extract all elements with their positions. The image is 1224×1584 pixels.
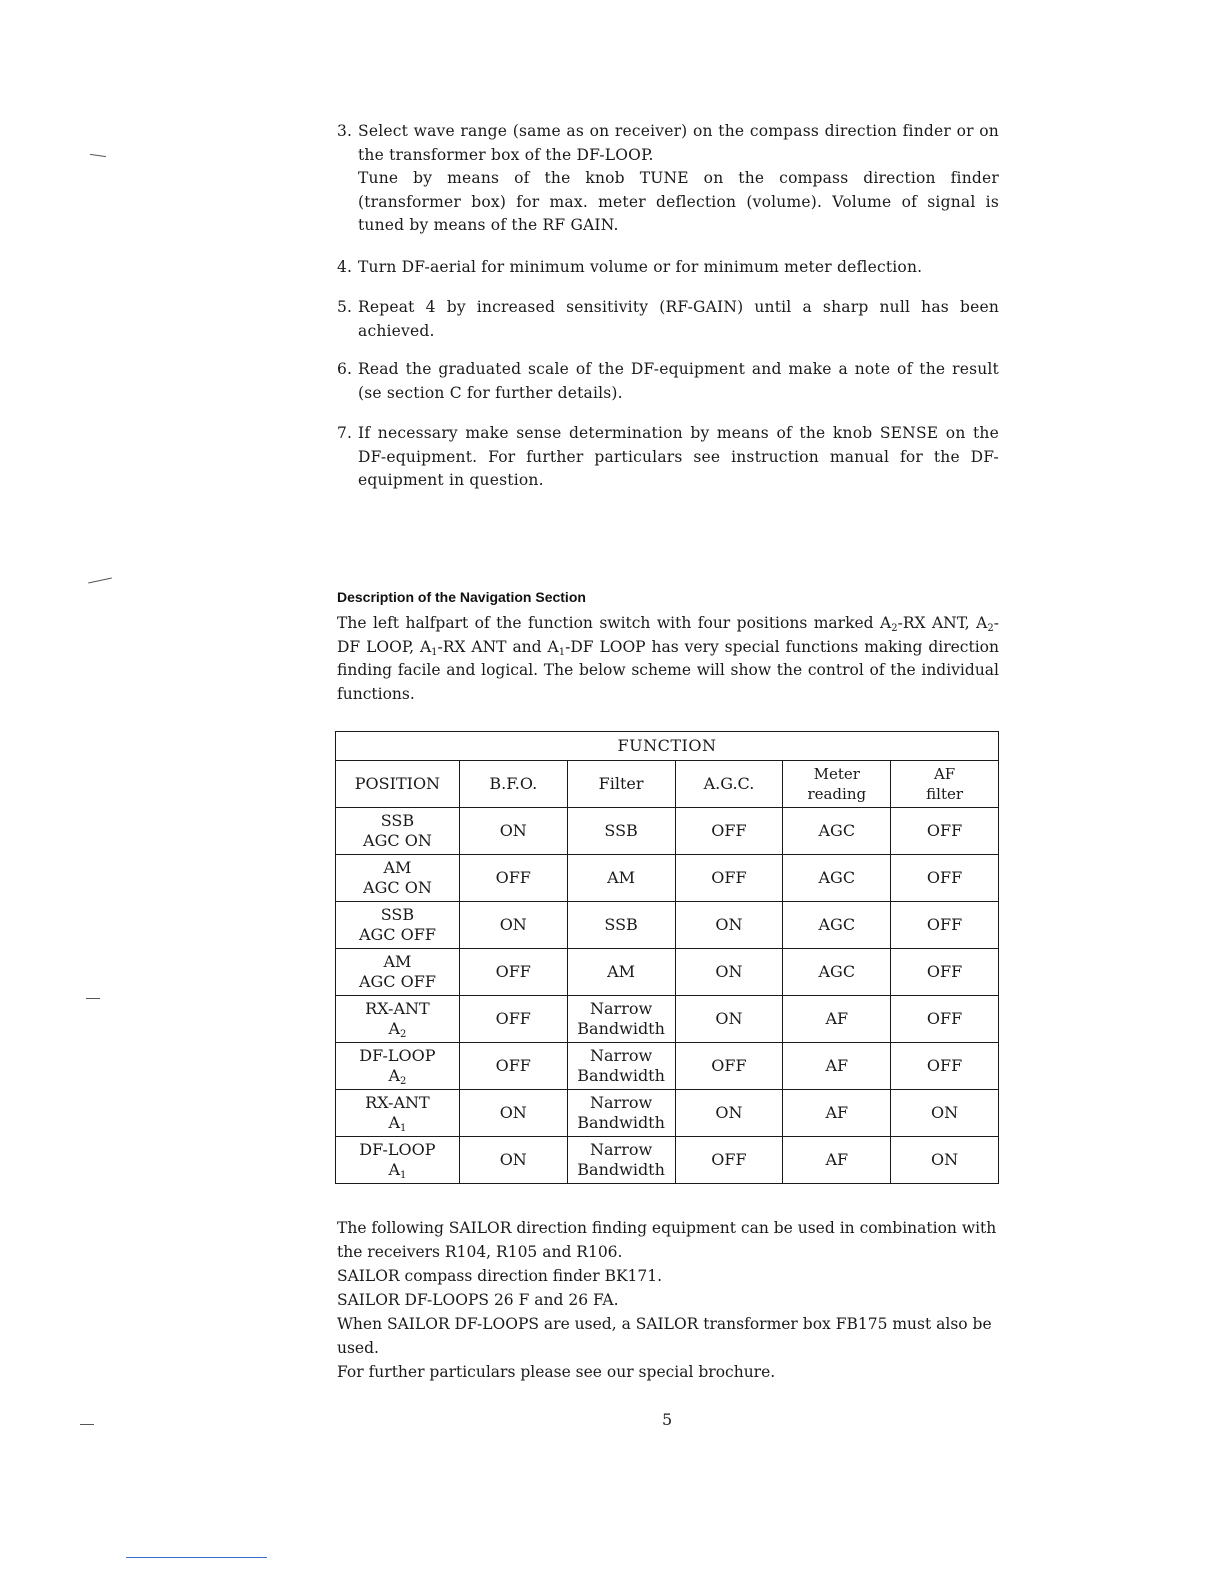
cell-agc: ON	[675, 996, 783, 1043]
step-6	[337, 358, 999, 405]
scan-mark	[80, 1424, 94, 1425]
cell-filter: Narrow Bandwidth	[567, 996, 675, 1043]
cell-bfo: OFF	[459, 949, 567, 996]
cell-agc: OFF	[675, 855, 783, 902]
section-heading: Description of the Navigation Section	[337, 589, 586, 605]
table-body	[336, 808, 999, 1184]
header-bfo: B.F.O.	[459, 761, 567, 808]
table-header-row	[336, 761, 999, 808]
table-row	[336, 808, 999, 855]
closing-line: For further particulars please see our special brochure.	[337, 1363, 776, 1381]
cell-meter-reading: AGC	[783, 902, 891, 949]
table-row	[336, 902, 999, 949]
step-5	[337, 296, 999, 343]
cell-agc: OFF	[675, 1137, 783, 1184]
closing-line: SAILOR compass direction finder BK171.	[337, 1267, 663, 1285]
step-number: 5.	[337, 298, 353, 316]
cell-filter: Narrow Bandwidth	[567, 1043, 675, 1090]
step-number: 7.	[337, 424, 353, 442]
closing-line: SAILOR DF-LOOPS 26 F and 26 FA.	[337, 1291, 619, 1309]
cell-af-filter: OFF	[891, 996, 999, 1043]
section-intro: The left halfpart of the function switch with four positions marked $A_2-RX$ ANT, $A_2-DF$ LOOP, $A_1-RX$ ANT and $A_1-DF$ LOOP has very special functions making direction finding facile and logical. The below scheme will show the control of the individual functions.	[337, 614, 999, 703]
cell-position: DF-LOOP $A_1$	[336, 1137, 460, 1184]
closing-line: When SAILOR DF-LOOPS are used, a SAILOR transformer box FB175 must also be used.	[337, 1315, 992, 1357]
cell-af-filter: OFF	[891, 902, 999, 949]
header-meter-reading: Meter reading	[783, 761, 891, 808]
step-7	[337, 422, 999, 493]
step-number: 4.	[337, 258, 353, 276]
step-text: If necessary make sense determination by means of the knob SENSE on the DF-equipment. For further particulars see instruction manual for the DF-equipment in question.	[358, 424, 999, 489]
cell-position: DF-LOOP $A_2$	[336, 1043, 460, 1090]
footer-rule	[126, 1557, 267, 1558]
cell-agc: ON	[675, 1090, 783, 1137]
table-caption: FUNCTION	[336, 732, 999, 761]
step-text: Tune by means of the knob TUNE on the compass direction finder (transformer box) for max. meter deflection (volume). Volume of signal is tuned by means of the RF GAIN.	[358, 169, 999, 234]
cell-filter: SSB	[567, 902, 675, 949]
cell-bfo: OFF	[459, 855, 567, 902]
cell-af-filter: OFF	[891, 808, 999, 855]
cell-agc: ON	[675, 902, 783, 949]
cell-filter: Narrow Bandwidth	[567, 1137, 675, 1184]
cell-bfo: OFF	[459, 996, 567, 1043]
cell-position: AM AGC ON	[336, 855, 460, 902]
table-row	[336, 949, 999, 996]
cell-bfo: ON	[459, 902, 567, 949]
cell-bfo: ON	[459, 1090, 567, 1137]
cell-filter: Narrow Bandwidth	[567, 1090, 675, 1137]
table-row	[336, 1043, 999, 1090]
cell-meter-reading: AGC	[783, 855, 891, 902]
cell-position: RX-ANT $A_1$	[336, 1090, 460, 1137]
cell-agc: OFF	[675, 808, 783, 855]
cell-af-filter: OFF	[891, 1043, 999, 1090]
table-row	[336, 1137, 999, 1184]
cell-meter-reading: AGC	[783, 808, 891, 855]
cell-af-filter: OFF	[891, 949, 999, 996]
step-number: 3.	[337, 122, 353, 140]
scan-mark	[86, 998, 100, 999]
header-position: POSITION	[336, 761, 460, 808]
cell-filter: SSB	[567, 808, 675, 855]
step-4	[337, 256, 999, 280]
step-text: Turn DF-aerial for minimum volume or for minimum meter deflection.	[358, 258, 923, 276]
closing-line: The following SAILOR direction finding equipment can be used in combination with the receivers R104, R105 and R106.	[337, 1219, 997, 1261]
closing-text	[337, 1216, 1001, 1384]
cell-position: SSB AGC ON	[336, 808, 460, 855]
header-agc: A.G.C.	[675, 761, 783, 808]
header-filter: Filter	[567, 761, 675, 808]
header-af-filter: AF filter	[891, 761, 999, 808]
cell-agc: OFF	[675, 1043, 783, 1090]
table-row	[336, 1090, 999, 1137]
cell-af-filter: ON	[891, 1137, 999, 1184]
table-row	[336, 996, 999, 1043]
page-number: 5	[662, 1410, 673, 1429]
step-text: Read the graduated scale of the DF-equipment and make a note of the result (se section C for further details).	[358, 360, 999, 402]
cell-meter-reading: AF	[783, 1043, 891, 1090]
cell-meter-reading: AGC	[783, 949, 891, 996]
cell-position: AM AGC OFF	[336, 949, 460, 996]
scan-mark	[90, 154, 106, 157]
step-number: 6.	[337, 360, 353, 378]
cell-meter-reading: AF	[783, 996, 891, 1043]
cell-position: RX-ANT $A_2$	[336, 996, 460, 1043]
step-3	[337, 120, 999, 238]
cell-af-filter: ON	[891, 1090, 999, 1137]
cell-bfo: ON	[459, 1137, 567, 1184]
scan-mark	[88, 578, 112, 584]
cell-meter-reading: AF	[783, 1137, 891, 1184]
cell-agc: ON	[675, 949, 783, 996]
cell-bfo: OFF	[459, 1043, 567, 1090]
table-row	[336, 855, 999, 902]
cell-filter: AM	[567, 855, 675, 902]
cell-bfo: ON	[459, 808, 567, 855]
step-text: Repeat 4 by increased sensitivity (RF-GAIN) until a sharp null has been achieved.	[358, 298, 999, 340]
cell-filter: AM	[567, 949, 675, 996]
cell-af-filter: OFF	[891, 855, 999, 902]
cell-meter-reading: AF	[783, 1090, 891, 1137]
cell-position: SSB AGC OFF	[336, 902, 460, 949]
step-text: Select wave range (same as on receiver) on the compass direction finder or on the transformer box of the DF-LOOP.	[358, 122, 999, 164]
function-table	[335, 731, 999, 1184]
